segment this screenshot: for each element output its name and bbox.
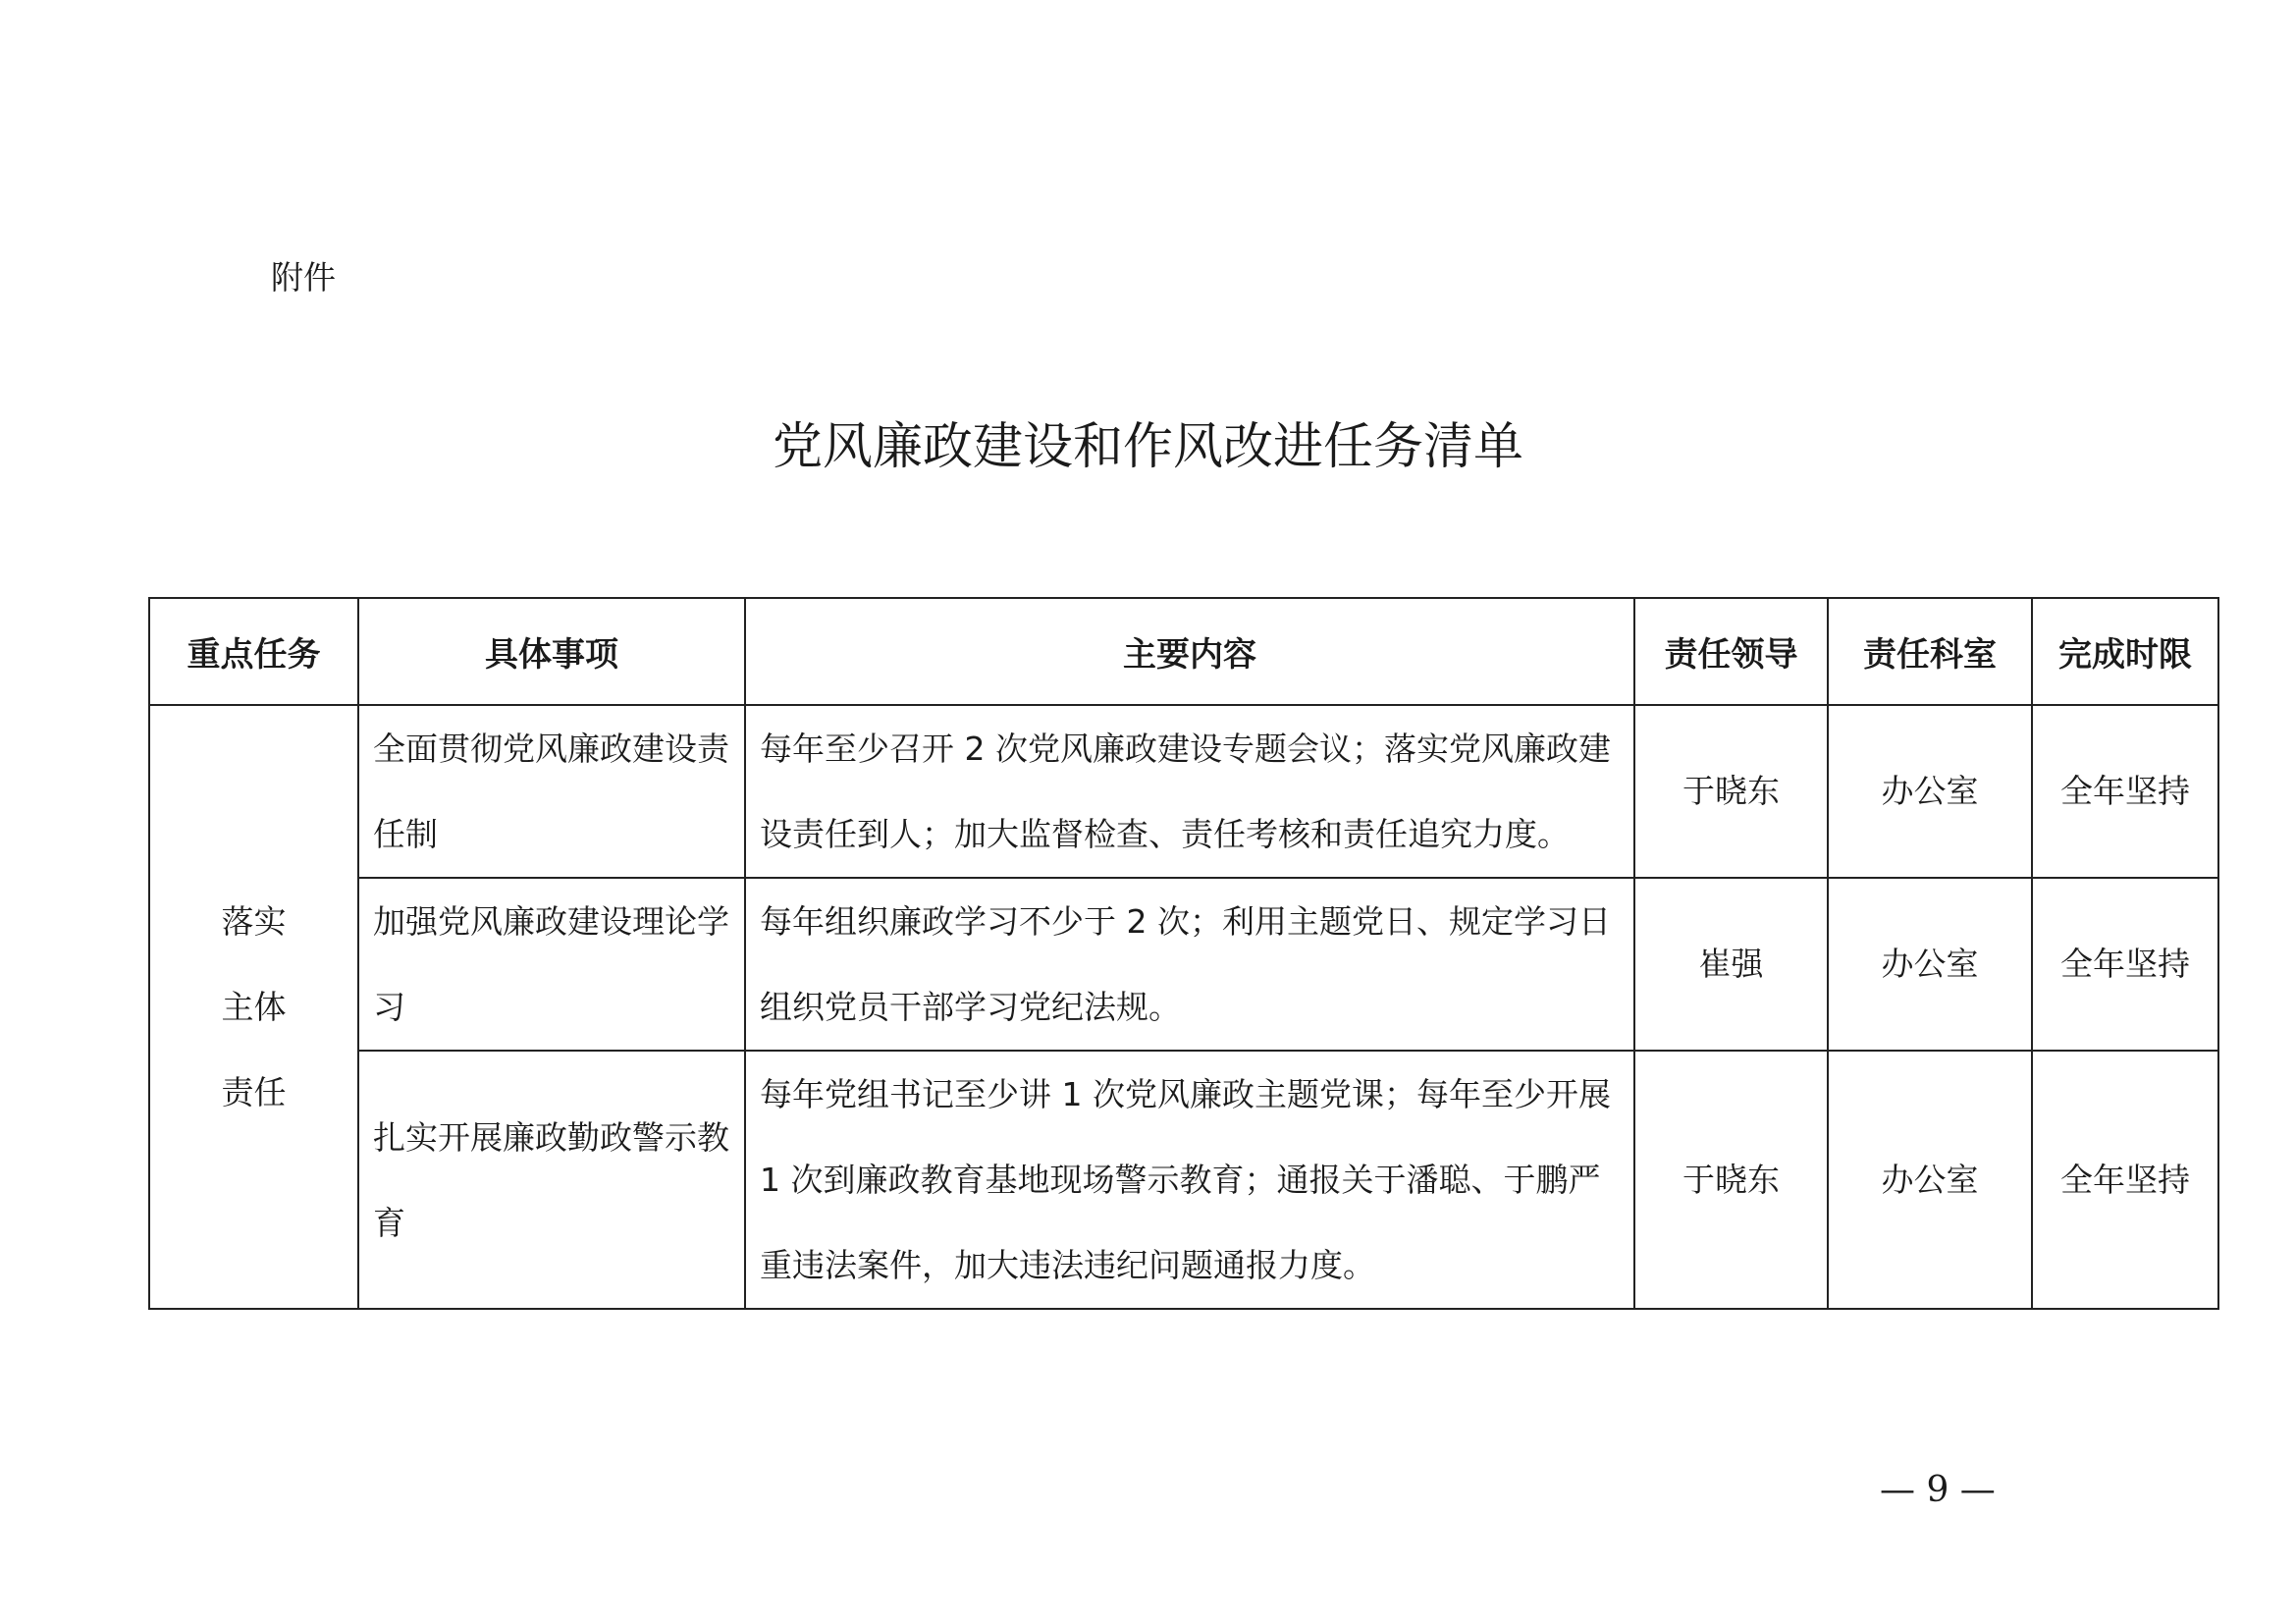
leader-cell: 崔强 [1634,878,1828,1051]
item-cell [358,705,745,878]
item-cell [358,1051,745,1309]
item-text: 全面贯彻党风廉政建设责任制 [373,730,729,853]
key-task-line: 主体 [221,988,287,1026]
table-header-row [149,598,2218,705]
header-key-task: 重点任务 [149,598,358,705]
deadline-cell: 全年坚持 [2032,1051,2218,1309]
task-table [148,597,2219,1310]
office-cell: 办公室 [1828,1051,2032,1309]
item-text: 加强党风廉政建设理论学习 [373,902,729,1026]
header-specific-item: 具体事项 [358,598,745,705]
page-number: — 9 — [1880,1470,1996,1510]
deadline-cell: 全年坚持 [2032,878,2218,1051]
table-row [149,878,2218,1051]
item-text: 扎实开展廉政勤政警示教育 [373,1117,729,1242]
deadline-cell: 全年坚持 [2032,705,2218,878]
header-responsible-leader: 责任领导 [1634,598,1828,705]
content-text: 每年党组书记至少讲 1 次党风廉政主题党课；每年至少开展 1 次到廉政教育基地现场警示教育；通报关于潘聪、于鹏严重违法案件，加大违法违纪问题通报力度。 [760,1075,1611,1284]
header-deadline: 完成时限 [2032,598,2218,705]
content-cell [745,878,1634,1051]
office-cell: 办公室 [1828,878,2032,1051]
attachment-label: 附件 [271,258,336,297]
content-cell [745,705,1634,878]
table-row [149,705,2218,878]
office-cell: 办公室 [1828,705,2032,878]
content-cell [745,1051,1634,1309]
key-task-line: 落实 [221,902,287,941]
key-task-cell [149,705,358,1309]
item-cell [358,878,745,1051]
leader-cell: 于晓东 [1634,705,1828,878]
content-text: 每年组织廉政学习不少于 2 次；利用主题党日、规定学习日组织党员干部学习党纪法规。 [760,902,1611,1026]
table-row [149,1051,2218,1309]
header-main-content: 主要内容 [745,598,1634,705]
key-task-line: 责任 [221,1073,287,1111]
header-responsible-office: 责任科室 [1828,598,2032,705]
leader-cell: 于晓东 [1634,1051,1828,1309]
document-title: 党风廉政建设和作风改进任务清单 [772,418,1523,476]
content-text: 每年至少召开 2 次党风廉政建设专题会议；落实党风廉政建设责任到人；加大监督检查、责任考核和责任追究力度。 [760,730,1611,853]
